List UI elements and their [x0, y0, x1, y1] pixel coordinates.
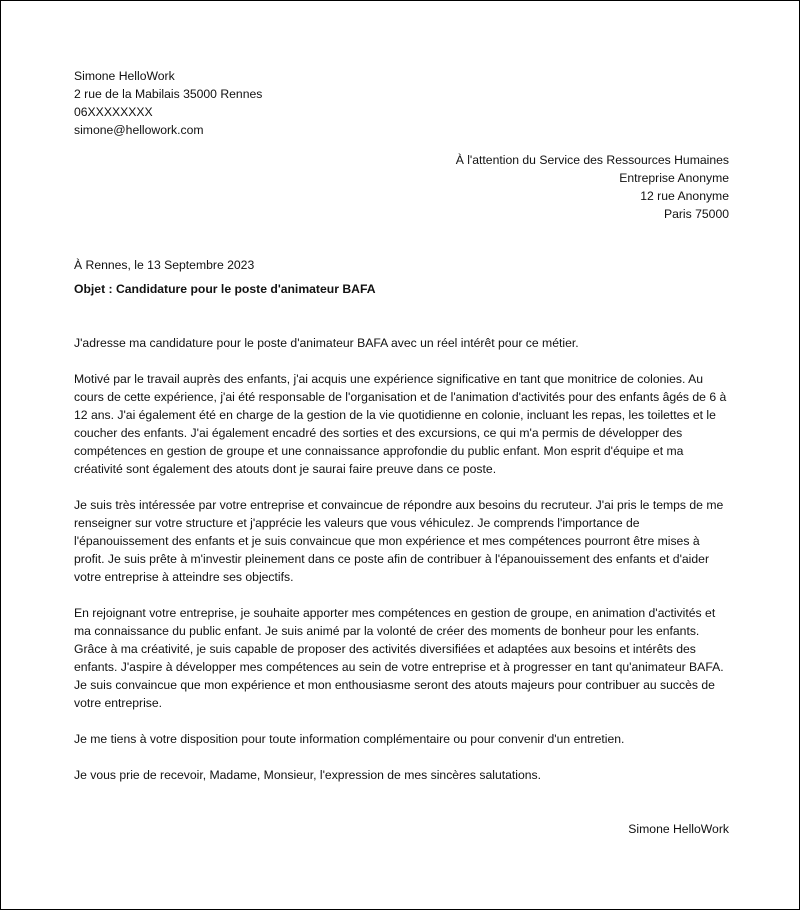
- sender-name: Simone HelloWork: [74, 69, 175, 83]
- sender-phone: 06XXXXXXXX: [74, 105, 153, 119]
- paragraph-experience: Motivé par le travail auprès des enfants, j'ai acquis une expérience significative en tant que monitrice de colonies. Au cours de cette expérience, j'ai été responsable de l'organisation et de l'animation d'activités pour des enfants âgés de 6 à 12 ans. J'ai également été en charge de la gestion de la vie quotidienne en colonie, incluant les repas, les toilettes et le coucher des enfants. J'ai également encadré des sorties et des excursions, ce qui m'a permis de développer des compétences en gestion de groupe et une connaissance approfondie du public enfant. Mon esprit d'équipe et ma créativité sont également des atouts dont je saurai faire preuve dans ce poste.: [74, 372, 727, 476]
- paragraph-intro: J'adresse ma candidature pour le poste d'animateur BAFA avec un réel intérêt pour ce métier.: [74, 336, 579, 350]
- recipient-city: Paris 75000: [663, 207, 729, 221]
- recipient-street: 12 rue Anonyme: [640, 189, 729, 203]
- recipient-company: Entreprise Anonyme: [619, 171, 729, 185]
- subject-line: Objet : Candidature pour le poste d'animateur BAFA: [74, 282, 376, 296]
- closing-formula: Je vous prie de recevoir, Madame, Monsieur, l'expression de mes sincères salutations.: [74, 768, 542, 782]
- letter-body: [74, 334, 729, 784]
- date-line: À Rennes, le 13 Septembre 2023: [74, 258, 255, 272]
- sender-address: 2 rue de la Mabilais 35000 Rennes: [74, 87, 263, 101]
- signature: Simone HelloWork: [628, 822, 729, 836]
- letter-content: [74, 67, 729, 838]
- paragraph-company-interest: Je suis très intéressée par votre entreprise et convaincue de répondre aux besoins du recruteur. J'ai pris le temps de me renseigner sur votre structure et j'apprécie les valeurs que vous véhiculez. Je comprends l'importance de l'épanouissement des enfants et je suis convaincue que mon expérience et mes compétences pourront être mises à profit. Je suis prête à m'investir pleinement dans ce poste afin de contribuer à l'épanouissement des enfants et d'aider votre entreprise à atteindre ses objectifs.: [74, 498, 724, 584]
- sender-email: simone@hellowork.com: [74, 123, 204, 137]
- paragraph-contribution: En rejoignant votre entreprise, je souhaite apporter mes compétences en gestion de groupe, en animation d'activités et ma connaissance du public enfant. Je suis animé par la volonté de créer des moments de bonheur pour les enfants. Grâce à ma créativité, je suis capable de proposer des activités diversifiées et adaptées aux besoins et intérêts des enfants. J'aspire à développer mes compétences au sein de votre entreprise et à progresser en tant qu'animateur BAFA. Je suis convaincue que mon expérience et mon enthousiasme seront des atouts majeurs pour contribuer au succès de votre entreprise.: [74, 606, 724, 710]
- recipient-block: [74, 151, 729, 223]
- paragraph-availability: Je me tiens à votre disposition pour toute information complémentaire ou pour convenir d'un entretien.: [74, 732, 625, 746]
- sender-block: [74, 67, 729, 139]
- recipient-attention: À l'attention du Service des Ressources Humaines: [455, 153, 729, 167]
